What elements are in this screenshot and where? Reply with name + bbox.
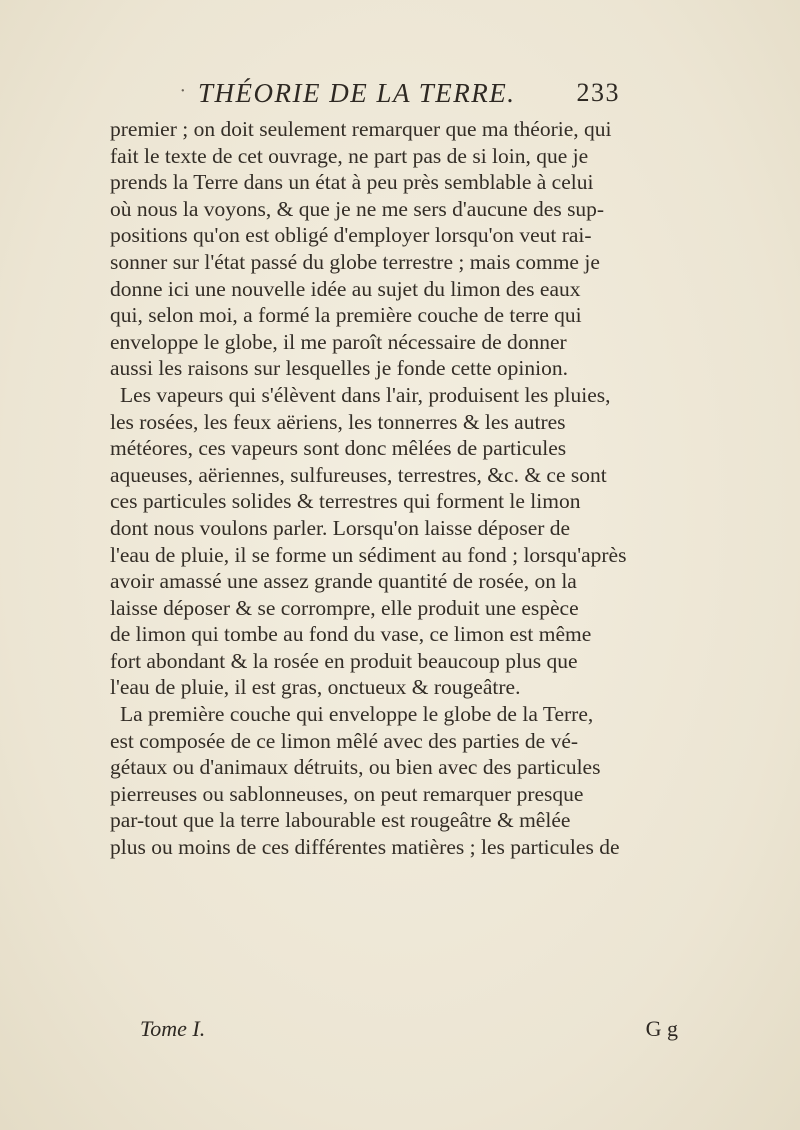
text-line: est composée de ce limon mêlé avec des parties de vé- <box>110 728 579 753</box>
text-line: avoir amassé une assez grande quantité de rosée, on la <box>110 569 577 594</box>
text-line: enveloppe le globe, il me paroît nécessaire de donner <box>110 329 567 354</box>
text-line: où nous la voyons, & que je ne me sers d'aucune des sup- <box>110 196 605 221</box>
signature-mark: G g <box>645 1016 678 1041</box>
running-header <box>180 78 620 112</box>
text-line: laisse déposer & se corrompre, elle produit une espèce <box>110 595 579 620</box>
text-line: aussi les raisons sur lesquelles je fonde cette opinion. <box>110 356 568 381</box>
text-line: aqueuses, aëriennes, sulfureuses, terrestres, &c. & ce sont <box>110 462 607 487</box>
body-text <box>110 116 688 861</box>
text-line: météores, ces vapeurs sont donc mêlées de particules <box>110 436 567 461</box>
text-line: dont nous voulons parler. Lorsqu'on laisse déposer de <box>110 515 571 540</box>
page-footer <box>110 1016 688 1044</box>
text-line: positions qu'on est obligé d'employer lorsqu'on veut rai- <box>110 223 592 248</box>
text-line: plus ou moins de ces différentes matières ; les particules de <box>110 835 620 860</box>
text-line: l'eau de pluie, il est gras, onctueux & rougeâtre. <box>110 675 521 700</box>
text-line: fort abondant & la rosée en produit beaucoup plus que <box>110 648 578 673</box>
volume-label: Tome I. <box>140 1016 206 1041</box>
text-line: prends la Terre dans un état à peu près semblable à celui <box>110 170 594 195</box>
text-line: l'eau de pluie, il se forme un sédiment au fond ; lorsqu'après <box>110 542 627 567</box>
header-mark: · <box>180 80 187 102</box>
page-number: 233 <box>576 78 620 107</box>
text-line: pierreuses ou sablonneuses, on peut remarquer presque <box>110 781 584 806</box>
text-line: gétaux ou d'animaux détruits, ou bien avec des particules <box>110 755 601 780</box>
text-line: par-tout que la terre labourable est rougeâtre & mêlée <box>110 808 571 833</box>
text-line: donne ici une nouvelle idée au sujet du limon des eaux <box>110 276 581 301</box>
text-line: fait le texte de cet ouvrage, ne part pas de si loin, que je <box>110 143 589 168</box>
running-title: THÉORIE DE LA TERRE. <box>198 78 516 108</box>
text-line: ces particules solides & terrestres qui forment le limon <box>110 489 581 514</box>
text-line: de limon qui tombe au fond du vase, ce limon est même <box>110 622 592 647</box>
text-line: La première couche qui enveloppe le globe de la Terre, <box>120 702 594 727</box>
text-line: premier ; on doit seulement remarquer que ma théorie, qui <box>110 117 612 141</box>
text-line: Les vapeurs qui s'élèvent dans l'air, produisent les pluies, <box>120 382 611 407</box>
text-line: qui, selon moi, a formé la première couche de terre qui <box>110 303 582 328</box>
text-line: sonner sur l'état passé du globe terrestre ; mais comme je <box>110 249 600 274</box>
text-line: les rosées, les feux aëriens, les tonnerres & les autres <box>110 409 566 434</box>
